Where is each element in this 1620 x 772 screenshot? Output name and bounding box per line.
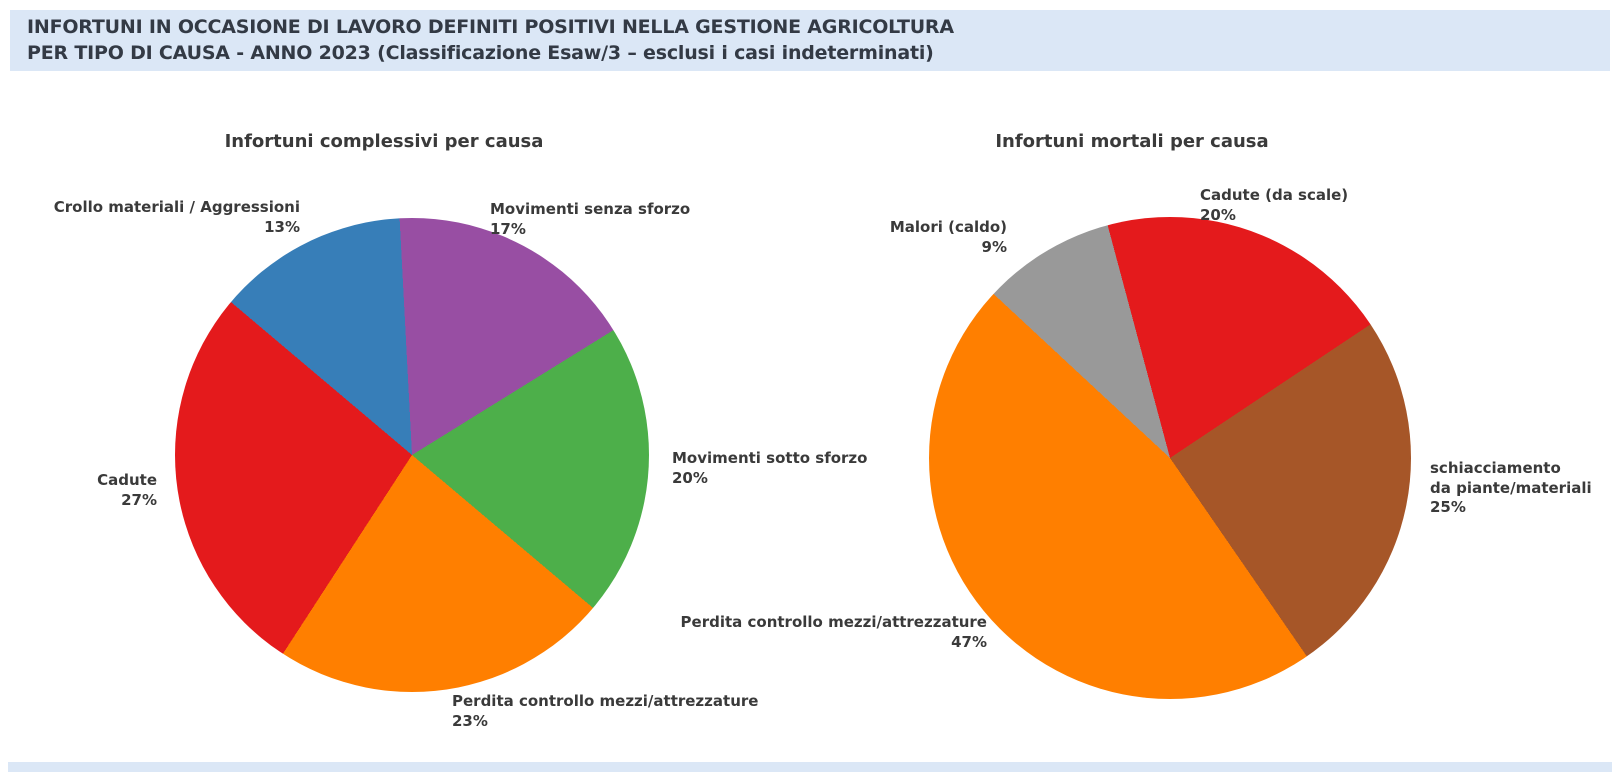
header-band — [10, 10, 1610, 71]
header-title-line2: PER TIPO DI CAUSA - ANNO 2023 (Classificazione Esaw/3 – esclusi i casi indeterminati) — [27, 42, 934, 64]
pie-label-cadute — [97, 471, 157, 510]
pie-label-text: da piante/materiali — [1430, 478, 1592, 497]
pie-label-text: Crollo materiali / Aggressioni — [53, 198, 300, 216]
pie-label-text: schiacciamento — [1430, 459, 1561, 477]
pie-label-text: Perdita controllo mezzi/attrezzature — [452, 692, 759, 710]
pie-label-pct: 9% — [981, 237, 1007, 256]
pie-label-pct: 20% — [1200, 205, 1236, 224]
pie-complessivi — [175, 218, 649, 692]
pie-label-pct: 27% — [121, 490, 157, 509]
pie-label-movimenti-sotto-sforzo — [672, 449, 867, 488]
pie-label-text: Cadute — [97, 471, 157, 489]
pie-label-pct: 25% — [1430, 498, 1466, 516]
pie-label-text: Movimenti sotto sforzo — [672, 449, 868, 467]
chart-title-complessivi: Infortuni complessivi per causa — [224, 131, 544, 152]
header-title-line1: INFORTUNI IN OCCASIONE DI LAVORO DEFINITI POSITIVI NELLA GESTIONE AGRICOLTURA — [27, 16, 954, 38]
pie-label-perdita-controllo-47 — [681, 613, 987, 652]
pie-mortali — [929, 217, 1411, 699]
chart-title-mortali: Infortuni mortali per causa — [995, 131, 1269, 152]
pie-label-text: Movimenti senza sforzo — [490, 200, 691, 218]
pie-label-perdita-controllo-23 — [452, 692, 758, 731]
pie-label-pct: 20% — [672, 468, 708, 487]
pie-label-text: Perdita controllo mezzi/attrezzature — [680, 613, 987, 631]
pie-label-pct: 47% — [951, 632, 987, 651]
pie-label-text: Cadute (da scale) — [1200, 186, 1349, 204]
pie-label-pct: 17% — [490, 219, 526, 238]
pie-label-crollo-materiali — [54, 198, 300, 237]
pie-label-pct: 13% — [264, 217, 300, 236]
pie-label-movimenti-senza-sforzo — [490, 200, 690, 239]
pie-label-schiacciamento — [1430, 459, 1592, 518]
pie-label-pct: 23% — [452, 711, 488, 730]
pie-label-cadute-da-scale — [1200, 186, 1348, 225]
pie-label-text: Malori (caldo) — [889, 218, 1007, 236]
pie-label-malori-caldo — [890, 218, 1007, 257]
footer-band — [8, 762, 1612, 772]
